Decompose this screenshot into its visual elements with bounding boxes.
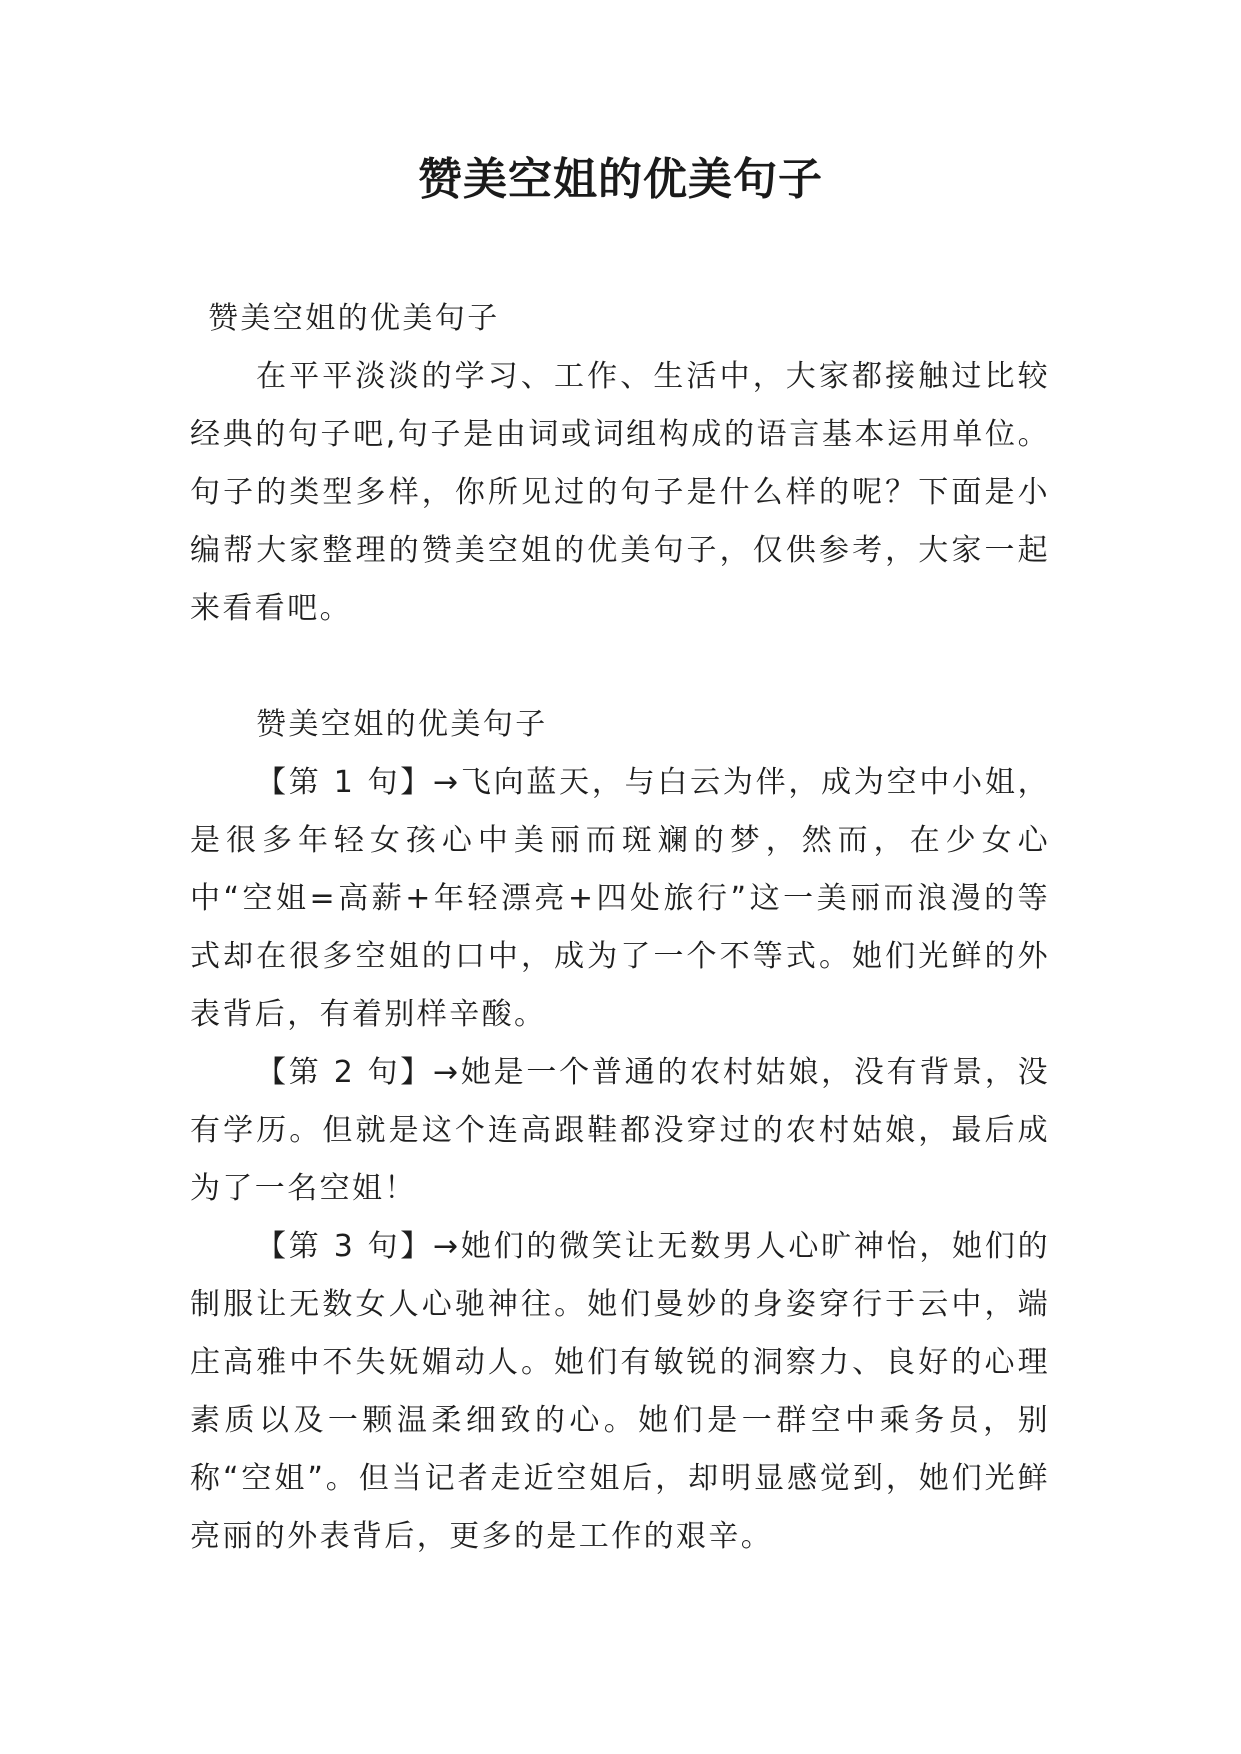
sentence-1: 【第 1 句】→飞向蓝天，与白云为伴，成为空中小姐，是很多年轻女孩心中美丽而斑斓的梦，然而，在少女心中“空姐=高薪+年轻漂亮+四处旅行”这一美丽而浪漫的等式却在很多空姐的口中，成为了一个不等式。她们光鲜的外表背后，有着别样辛酸。	[190, 765, 1050, 1032]
document-body	[190, 290, 1050, 1566]
intro-heading: 赞美空姐的优美句子	[208, 301, 500, 336]
intro-paragraph: 在平平淡淡的学习、工作、生活中，大家都接触过比较经典的句子吧,句子是由词或词组构成的语言基本运用单位。句子的类型多样，你所见过的句子是什么样的呢？下面是小编帮大家整理的赞美空姐的优美句子，仅供参考，大家一起来看看吧。	[190, 359, 1050, 626]
sentence-3: 【第 3 句】→她们的微笑让无数男人心旷神怡，她们的制服让无数女人心驰神往。她们曼妙的身姿穿行于云中，端庄高雅中不失妩媚动人。她们有敏锐的洞察力、良好的心理素质以及一颗温柔细致的心。她们是一群空中乘务员，别称“空姐”。但当记者走近空姐后，却明显感觉到，她们光鲜亮丽的外表背后，更多的是工作的艰辛。	[190, 1229, 1050, 1554]
sentence-2: 【第 2 句】→她是一个普通的农村姑娘，没有背景，没有学历。但就是这个连高跟鞋都没穿过的农村姑娘，最后成为了一名空姐！	[190, 1055, 1050, 1206]
document-title: 赞美空姐的优美句子	[418, 154, 823, 205]
section-heading: 赞美空姐的优美句子	[256, 707, 548, 742]
